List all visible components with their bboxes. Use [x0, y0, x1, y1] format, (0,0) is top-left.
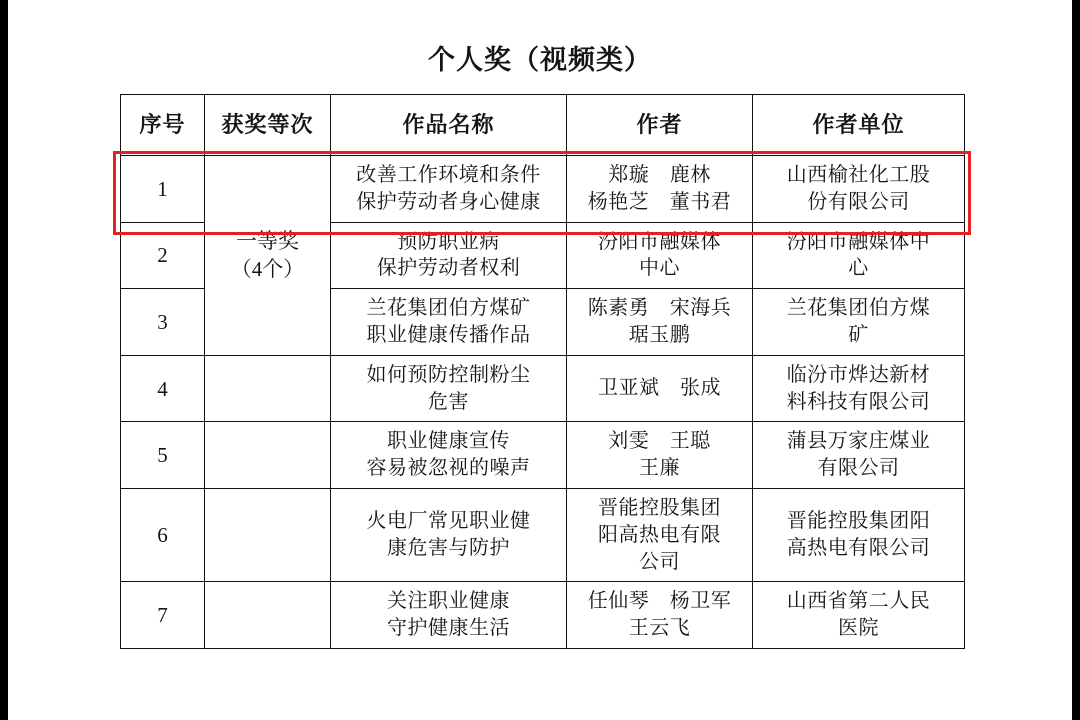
- author-line: 晋能控股集团: [598, 496, 721, 519]
- cell-rank-empty: [205, 582, 331, 649]
- table-row: [121, 355, 965, 422]
- table-row: [121, 488, 965, 581]
- unit-line: 医院: [838, 617, 879, 640]
- work-line: 保护劳动者身心健康: [356, 190, 541, 213]
- table-body: [121, 156, 965, 649]
- cell-work: [331, 488, 567, 581]
- column-header-unit: 作者单位: [753, 95, 965, 156]
- unit-line: 临汾市烨达新材: [786, 363, 931, 386]
- rank-label-line2: （4个）: [230, 257, 305, 282]
- author-line: 刘雯 王聪: [608, 430, 711, 453]
- work-line: 关注职业健康: [387, 590, 510, 613]
- unit-line: 矿: [848, 323, 869, 346]
- cell-rank-group: [205, 156, 331, 356]
- author-line: 王廉: [639, 457, 680, 480]
- author-line: 王云飞: [628, 617, 691, 640]
- unit-line: 蒲县万家庄煤业: [786, 430, 931, 453]
- work-line: 如何预防控制粉尘: [366, 363, 531, 386]
- work-line: 职业健康宣传: [387, 430, 510, 453]
- cell-unit: [753, 289, 965, 356]
- work-line: 兰花集团伯方煤矿: [366, 297, 531, 320]
- author-line: 任仙琴 杨卫军: [587, 590, 732, 613]
- author-line: 陈素勇 宋海兵: [587, 297, 732, 320]
- cell-no: 1: [121, 156, 205, 223]
- work-line: 容易被忽视的噪声: [366, 457, 531, 480]
- cell-rank-empty: [205, 355, 331, 422]
- unit-line: 高热电有限公司: [786, 537, 931, 560]
- cell-rank-empty: [205, 422, 331, 489]
- work-line: 守护健康生活: [387, 617, 510, 640]
- column-header-author: 作者: [567, 95, 753, 156]
- cell-author: [567, 156, 753, 223]
- page-edge-right: [1072, 0, 1080, 720]
- cell-author: [567, 488, 753, 581]
- work-line: 危害: [428, 390, 469, 413]
- work-line: 改善工作环境和条件: [356, 164, 541, 186]
- work-line: 火电厂常见职业健: [366, 510, 531, 533]
- column-header-rank: 获奖等次: [205, 95, 331, 156]
- cell-author: [567, 422, 753, 489]
- page-title: 个人奖（视频类）: [428, 45, 652, 75]
- unit-line: 料科技有限公司: [786, 390, 931, 413]
- cell-work: [331, 355, 567, 422]
- column-header-work: 作品名称: [331, 95, 567, 156]
- cell-no: 5: [121, 422, 205, 489]
- work-line: 保护劳动者权利: [376, 257, 521, 280]
- cell-work: [331, 422, 567, 489]
- unit-line: 份有限公司: [807, 190, 910, 213]
- work-line: 预防职业病: [397, 230, 500, 253]
- cell-unit: [753, 355, 965, 422]
- cell-work: [331, 582, 567, 649]
- cell-author: [567, 355, 753, 422]
- cell-unit: [753, 222, 965, 289]
- author-line: 琚玉鹏: [628, 323, 691, 346]
- cell-work: [331, 289, 567, 356]
- author-line: 卫亚斌 张成: [598, 377, 721, 400]
- award-table-container: [120, 94, 964, 649]
- cell-work: [331, 222, 567, 289]
- unit-line: 晋能控股集团阳: [786, 510, 931, 533]
- cell-unit: [753, 582, 965, 649]
- unit-line: 兰花集团伯方煤: [786, 297, 931, 320]
- table-header-row: [121, 95, 965, 156]
- table-row: [121, 582, 965, 649]
- cell-author: [567, 222, 753, 289]
- cell-author: [567, 582, 753, 649]
- author-line: 汾阳市融媒体: [598, 230, 721, 253]
- author-line: 郑璇 鹿林: [608, 164, 711, 186]
- cell-no: 7: [121, 582, 205, 649]
- cell-rank-empty: [205, 488, 331, 581]
- page-edge-left: [0, 0, 8, 720]
- author-line: 公司: [639, 550, 680, 573]
- unit-line: 山西榆社化工股: [786, 164, 931, 186]
- cell-no: 6: [121, 488, 205, 581]
- author-line: 阳高热电有限: [598, 523, 721, 546]
- cell-no: 3: [121, 289, 205, 356]
- cell-no: 4: [121, 355, 205, 422]
- cell-unit: [753, 156, 965, 223]
- unit-line: 山西省第二人民: [786, 590, 931, 613]
- award-table: [120, 94, 965, 649]
- work-line: 康危害与防护: [387, 537, 510, 560]
- cell-unit: [753, 488, 965, 581]
- work-line: 职业健康传播作品: [366, 323, 531, 346]
- cell-unit: [753, 422, 965, 489]
- unit-line: 有限公司: [817, 457, 900, 480]
- cell-work: [331, 156, 567, 223]
- author-line: 杨艳芝 董书君: [587, 190, 732, 213]
- table-header: [121, 95, 965, 156]
- table-row: [121, 156, 965, 223]
- document-page: [8, 0, 1072, 720]
- cell-no: 2: [121, 222, 205, 289]
- cell-author: [567, 289, 753, 356]
- unit-line: 心: [848, 257, 869, 280]
- author-line: 中心: [639, 257, 680, 280]
- rank-label-line1: 一等奖: [236, 229, 299, 254]
- unit-line: 汾阳市融媒体中: [786, 230, 931, 253]
- table-row: [121, 422, 965, 489]
- column-header-no: 序号: [121, 95, 205, 156]
